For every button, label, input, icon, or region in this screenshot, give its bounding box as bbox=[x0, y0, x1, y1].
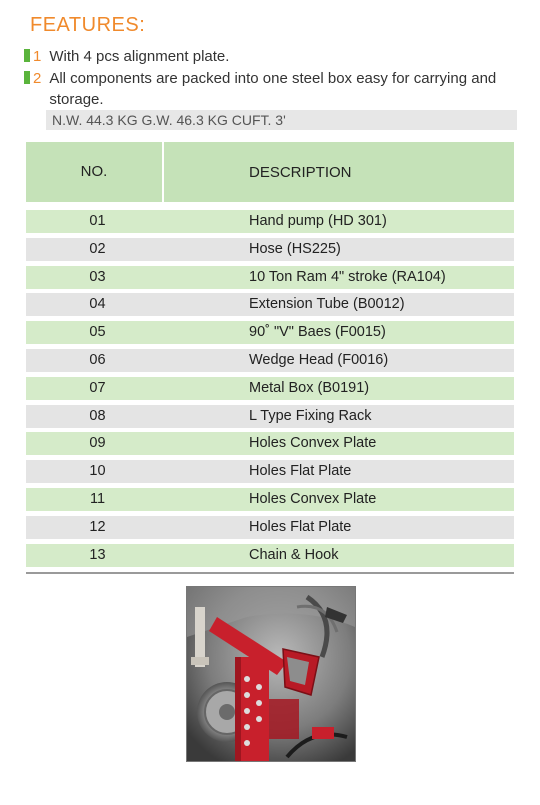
table-header bbox=[26, 142, 514, 202]
product-photo-illustration bbox=[187, 587, 355, 761]
feature-text: With 4 pcs alignment plate. bbox=[49, 48, 230, 65]
row-no: 06 bbox=[89, 351, 106, 368]
table-bottom-rule bbox=[26, 572, 514, 574]
row-description: 90˚ "V" Baes (F0015) bbox=[249, 324, 386, 341]
table-row bbox=[26, 432, 514, 455]
row-description: Metal Box (B0191) bbox=[249, 379, 370, 396]
row-no: 11 bbox=[89, 490, 106, 507]
row-description: Hose (HS225) bbox=[249, 240, 341, 257]
row-description: 10 Ton Ram 4" stroke (RA104) bbox=[249, 268, 446, 285]
row-description: Holes Convex Plate bbox=[249, 490, 377, 507]
row-description: Hand pump (HD 301) bbox=[249, 213, 387, 229]
row-description: Holes Flat Plate bbox=[249, 463, 352, 480]
table-row bbox=[26, 266, 514, 289]
features-title: FEATURES: bbox=[30, 14, 146, 36]
table-row bbox=[26, 293, 514, 316]
weight-info: N.W. 44.3 KG G.W. 46.3 KG CUFT. 3' bbox=[46, 110, 517, 130]
row-no: 08 bbox=[89, 407, 106, 424]
table-row bbox=[26, 238, 514, 261]
feature-item bbox=[24, 46, 229, 67]
row-no: 05 bbox=[89, 324, 106, 341]
table-row bbox=[26, 460, 514, 483]
table-row bbox=[26, 544, 514, 567]
product-photo bbox=[186, 586, 356, 762]
row-no: 02 bbox=[89, 240, 106, 257]
header-description: DESCRIPTION bbox=[249, 164, 352, 181]
table-row bbox=[26, 516, 514, 539]
green-bullet-icon bbox=[24, 49, 30, 62]
table-row bbox=[26, 405, 514, 428]
row-description: Chain & Hook bbox=[249, 546, 339, 563]
row-no: 07 bbox=[89, 379, 106, 396]
header-no: NO. bbox=[26, 142, 164, 202]
feature-text: All components are packed into one steel box easy for carrying and storage. bbox=[49, 70, 497, 108]
row-description: Holes Flat Plate bbox=[249, 518, 352, 535]
table-row bbox=[26, 488, 514, 511]
row-description: Extension Tube (B0012) bbox=[249, 296, 405, 313]
row-no: 01 bbox=[89, 213, 106, 229]
row-no: 03 bbox=[89, 268, 106, 285]
row-description: Holes Convex Plate bbox=[249, 435, 377, 452]
table-row bbox=[26, 210, 514, 233]
feature-item bbox=[24, 68, 524, 110]
row-no: 13 bbox=[89, 546, 106, 563]
row-no: 04 bbox=[89, 296, 106, 313]
parts-table bbox=[26, 210, 514, 571]
feature-number: 1 bbox=[33, 48, 42, 65]
table-row bbox=[26, 377, 514, 400]
row-no: 09 bbox=[89, 435, 106, 452]
green-bullet-icon bbox=[24, 71, 30, 84]
feature-number: 2 bbox=[33, 70, 42, 87]
row-no: 10 bbox=[89, 463, 106, 480]
row-description: Wedge Head (F0016) bbox=[249, 351, 389, 368]
row-description: L Type Fixing Rack bbox=[249, 407, 372, 424]
table-row bbox=[26, 349, 514, 372]
table-row bbox=[26, 321, 514, 344]
row-no: 12 bbox=[89, 518, 106, 535]
